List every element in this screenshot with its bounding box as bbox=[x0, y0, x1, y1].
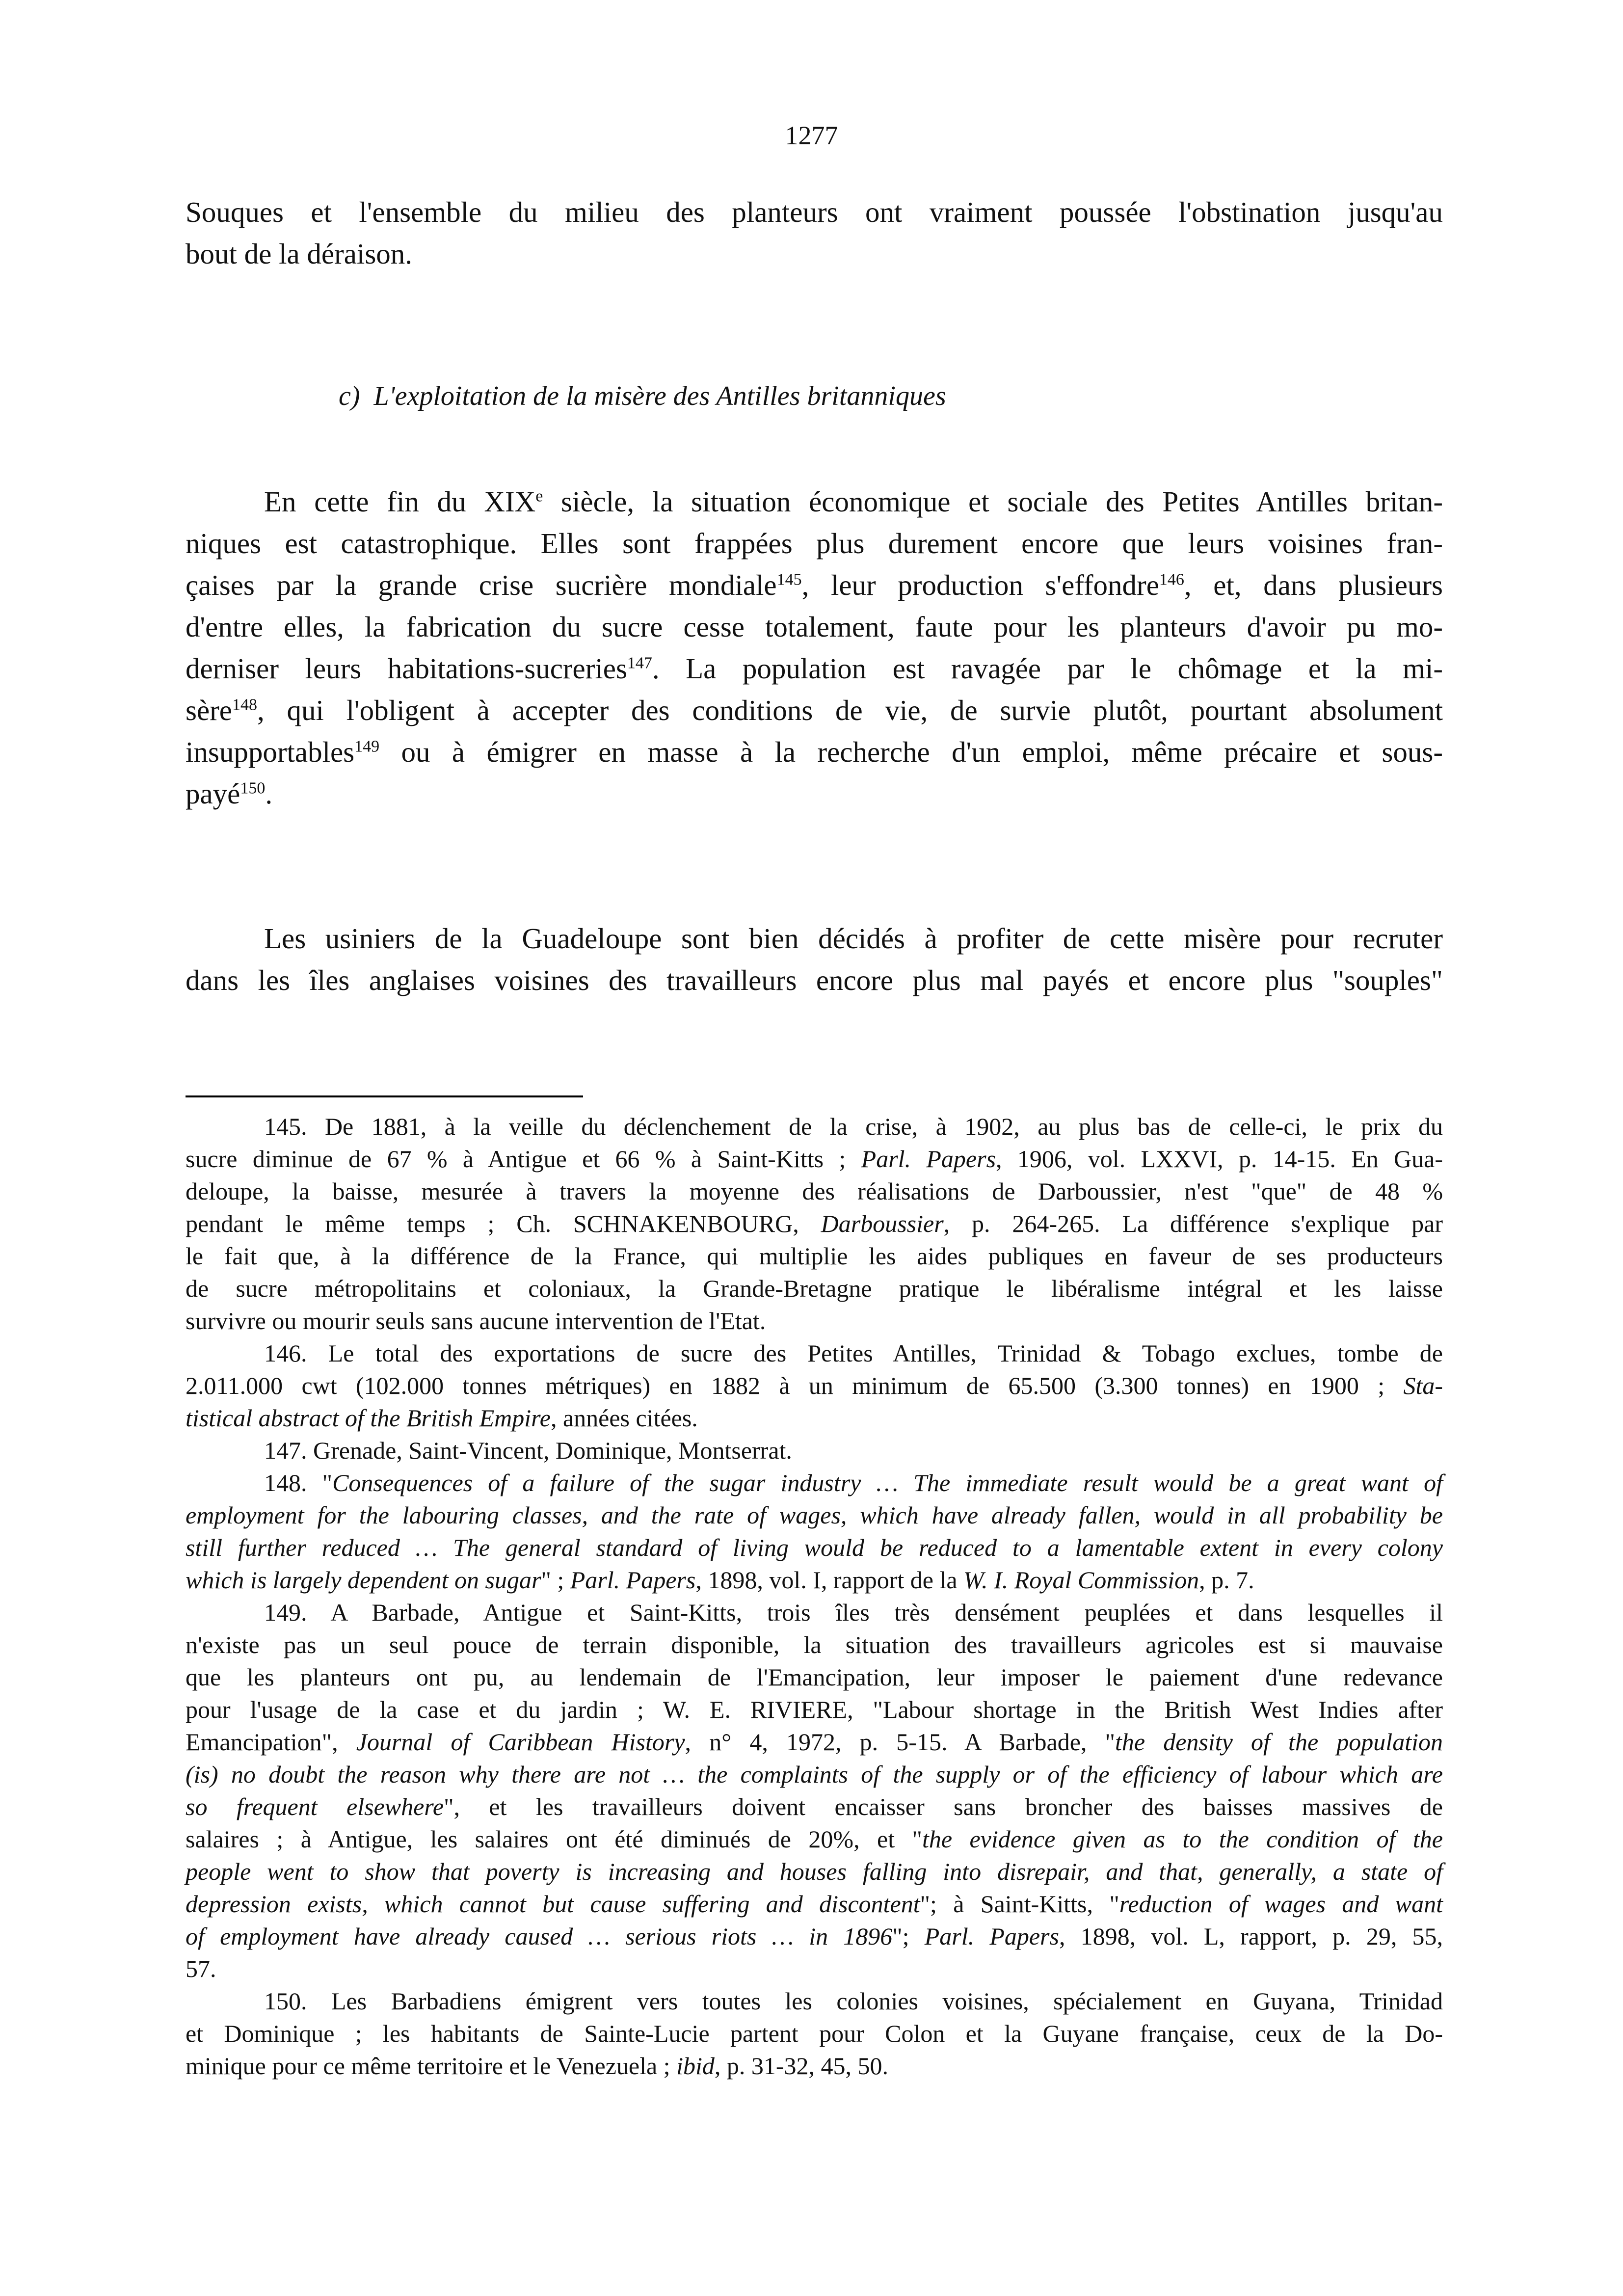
text-line: dans les îles anglaises voisines des travailleurs encore plus mal payés et encore plus "souples" bbox=[186, 964, 1443, 996]
footnote-ref[interactable]: 150 bbox=[240, 779, 266, 798]
text-line: En cette fin du XIXe siècle, la situation économique et sociale des Petites Antilles britan- bbox=[264, 485, 1443, 518]
text-line: çaises par la grande crise sucrière mondiale$^{145}$, leur production s'effondre$^{146}$, et, dans plusieurs bbox=[186, 569, 1443, 601]
footnote-line: 150. Les Barbadiens émigrent vers toutes les colonies voisines, spécialement en Guyana, Trinidad bbox=[264, 1987, 1443, 2015]
footnote-line: 145. De 1881, à la veille du déclenchement de la crise, à 1902, au plus bas de celle-ci, le prix du bbox=[264, 1113, 1443, 1140]
footnote-line: Emancipation", Journal of Caribbean History, n° 4, 1972, p. 5-15. A Barbade, "the density of the population bbox=[186, 1728, 1443, 1756]
footnotes bbox=[186, 1110, 1443, 2082]
page-number: 1277 bbox=[785, 121, 838, 150]
footnote-line: 147. Grenade, Saint-Vincent, Dominique, Montserrat. bbox=[264, 1437, 792, 1464]
footnote-ref[interactable]: 147 bbox=[627, 654, 652, 672]
footnote-line: 2.011.000 cwt (102.000 tonnes métriques) en 1882 à un minimum de 65.500 (3.300 tonnes) en 1900 ; Sta- bbox=[186, 1372, 1443, 1399]
text-line: insupportables$^{149}$ ou à émigrer en masse à la recherche d'un emploi, même précaire et sous- bbox=[186, 736, 1443, 768]
footnote-line: minique pour ce même territoire et le Venezuela ; ibid, p. 31-32, 45, 50. bbox=[186, 2052, 889, 2080]
paragraph-2 bbox=[186, 918, 1443, 1001]
footnote-146 bbox=[186, 1337, 1443, 1434]
footnote-ref[interactable]: e bbox=[535, 487, 543, 506]
footnote-ref[interactable]: 148 bbox=[232, 695, 257, 714]
footnote-line: depression exists, which cannot but cause suffering and discontent"; à Saint-Kitts, "reduction of wages and want bbox=[186, 1890, 1443, 1918]
footnote-line: 57. bbox=[186, 1955, 216, 1982]
footnote-line: which is largely dependent on sugar" ; Parl. Papers, 1898, vol. I, rapport de la W. I. Royal Commission, p. 7. bbox=[186, 1566, 1254, 1594]
section-heading bbox=[339, 380, 946, 412]
footnote-line: deloupe, la baisse, mesurée à travers la moyenne des réalisations de Darboussier, n'est "que" de 48 % bbox=[186, 1177, 1443, 1205]
footnote-ref[interactable]: 145 bbox=[776, 570, 802, 589]
footnote-148 bbox=[186, 1467, 1443, 1596]
text-line: Les usiniers de la Guadeloupe sont bien décidés à profiter de cette misère pour recruter bbox=[264, 922, 1443, 955]
section-title: L'exploitation de la misère des Antilles britanniques bbox=[373, 381, 946, 411]
footnote-line: of employment have already caused … serious riots … in 1896"; Parl. Papers, 1898, vol. L, rapport, p. 29, 55, bbox=[186, 1922, 1443, 1950]
footnote-line: que les planteurs ont pu, au lendemain de l'Emancipation, leur imposer le paiement d'une redevance bbox=[186, 1663, 1443, 1691]
intro-paragraph bbox=[186, 191, 1443, 275]
footnote-149 bbox=[186, 1596, 1443, 1985]
footnote-line: sucre diminue de 67 % à Antigue et 66 % à Saint-Kitts ; Parl. Papers, 1906, vol. LXXVI, p. 14-15. En Gua- bbox=[186, 1145, 1443, 1173]
text-line: Souques et l'ensemble du milieu des planteurs ont vraiment poussée l'obstination jusqu'au bbox=[186, 196, 1443, 228]
footnote-line: (is) no doubt the reason why there are not … the complaints of the supply or of the efficiency of labour which are bbox=[186, 1761, 1443, 1788]
text-line: payé$^{150}$. bbox=[186, 777, 273, 810]
footnote-line: le fait que, à la différence de la France, qui multiplie les aides publiques en faveur de ses producteurs bbox=[186, 1242, 1443, 1270]
text-line: niques est catastrophique. Elles sont frappées plus durement encore que leurs voisines fran- bbox=[186, 527, 1443, 560]
footnote-150 bbox=[186, 1985, 1443, 2082]
footnote-line: still further reduced … The general standard of living would be reduced to a lamentable extent in every colony bbox=[186, 1534, 1443, 1561]
footnote-line: salaires ; à Antigue, les salaires ont été diminués de 20%, et "the evidence given as to the condition of the bbox=[186, 1825, 1443, 1853]
footnote-ref[interactable]: 149 bbox=[354, 737, 380, 756]
text-line: d'entre elles, la fabrication du sucre cesse totalement, faute pour les planteurs d'avoir pu mo- bbox=[186, 611, 1443, 643]
footnote-line: tistical abstract of the British Empire, années citées. bbox=[186, 1404, 698, 1432]
footnote-line: survivre ou mourir seuls sans aucune intervention de l'Etat. bbox=[186, 1307, 766, 1335]
footnote-separator bbox=[186, 1095, 583, 1097]
footnote-line: 146. Le total des exportations de sucre des Petites Antilles, Trinidad & Tobago exclues, tombe de bbox=[264, 1339, 1443, 1367]
footnote-line: people went to show that poverty is increasing and houses falling into disrepair, and that, generally, a state of bbox=[186, 1858, 1443, 1885]
footnote-147 bbox=[186, 1434, 1443, 1467]
footnote-ref[interactable]: 146 bbox=[1159, 570, 1184, 589]
footnote-line: de sucre métropolitains et coloniaux, la Grande-Bretagne pratique le libéralisme intégral et les laisse bbox=[186, 1275, 1443, 1302]
section-marker: c) bbox=[339, 381, 360, 411]
footnote-line: employment for the labouring classes, and the rate of wages, which have already fallen, would in all probability be bbox=[186, 1501, 1443, 1529]
footnote-line: so frequent elsewhere", et les travailleurs doivent encaisser sans broncher des baisses massives de bbox=[186, 1793, 1443, 1820]
text-line: derniser leurs habitations-sucreries$^{147}$. La population est ravagée par le chômage et la mi- bbox=[186, 652, 1443, 685]
footnote-line: et Dominique ; les habitants de Sainte-Lucie partent pour Colon et la Guyane française, ceux de la Do- bbox=[186, 2020, 1443, 2047]
footnote-line: n'existe pas un seul pouce de terrain disponible, la situation des travailleurs agricoles est si mauvaise bbox=[186, 1631, 1443, 1658]
footnote-line: 149. A Barbade, Antigue et Saint-Kitts, trois îles très densément peuplées et dans lesquelles il bbox=[264, 1599, 1443, 1626]
text-line: bout de la déraison. bbox=[186, 238, 413, 270]
text-line: sère$^{148}$, qui l'obligent à accepter des conditions de vie, de survie plutôt, pourtant absolument bbox=[186, 694, 1443, 726]
footnote-line: 148. "Consequences of a failure of the sugar industry … The immediate result would be a great want of bbox=[264, 1469, 1443, 1496]
paragraph-1 bbox=[186, 481, 1443, 815]
footnote-line: pour l'usage de la case et du jardin ; W. E. RIVIERE, "Labour shortage in the British West Indies after bbox=[186, 1696, 1443, 1723]
footnote-145 bbox=[186, 1110, 1443, 1337]
footnote-line: pendant le même temps ; Ch. SCHNAKENBOURG, Darboussier, p. 264-265. La différence s'explique par bbox=[186, 1210, 1443, 1237]
